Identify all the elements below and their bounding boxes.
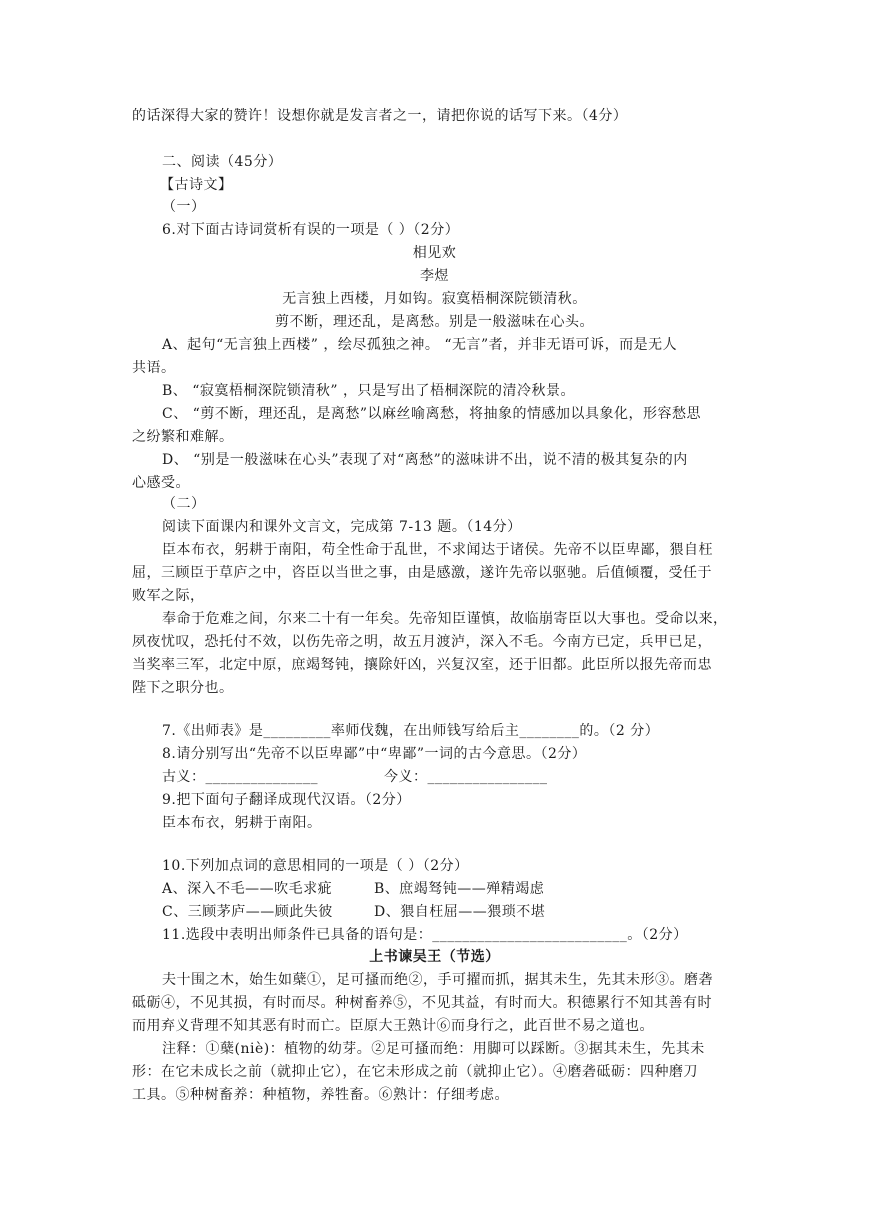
poem-line: 无言独上西楼，月如钩。寂寞梧桐深院锁清秋。 bbox=[282, 291, 587, 307]
passage-line: 夙夜忧叹，恐托付不效，以伤先帝之明，故五月渡泸，深入不毛。今南方已定，兵甲已足， bbox=[132, 634, 712, 650]
part-two-marker: （二） bbox=[162, 496, 206, 512]
passage-line: 臣本布衣，躬耕于南阳，苟全性命于乱世，不求闻达于诸侯。先帝不以臣卑鄙，猥自枉 bbox=[162, 542, 713, 558]
q6-option-c-cont: 之纷繁和难解。 bbox=[132, 429, 234, 445]
question-9: 9.把下面句子翻译成现代汉语。（2分） bbox=[162, 792, 411, 808]
q6-option-b: B、 “寂寞梧桐深院锁清秋” ，只是写出了梧桐深院的清冷秋景。 bbox=[162, 383, 576, 399]
q6-option-a: A、起句“无言独上西楼” ，绘尽孤独之神。 “无言”者，并非无语可诉，而是无人 bbox=[162, 337, 678, 353]
question-8: 8.请分别写出“先帝不以臣卑鄙”中“卑鄙”一词的古今意思。（2分） bbox=[162, 746, 587, 762]
q10-option-d: D、猥自枉屈——猥琐不堪 bbox=[374, 904, 546, 920]
section-heading-reading: 二、阅读（45分） bbox=[162, 154, 283, 170]
q8-modern-meaning: 今义：________________ bbox=[384, 769, 548, 785]
passage-line: 陛下之职分也。 bbox=[132, 680, 234, 696]
poem-author: 李煜 bbox=[420, 268, 449, 284]
passage-line: 屈，三顾臣于草庐之中，咨臣以当世之事，由是感激，遂许先帝以驱驰。后值倾覆，受任于 bbox=[132, 565, 712, 581]
extra-passage-line: 砥砺④，不见其损，有时而尽。种树畜养⑤，不见其益，有时而大。积德累行不知其善有时 bbox=[132, 995, 712, 1011]
q6-option-a-cont: 共语。 bbox=[132, 360, 176, 376]
extra-passage-line: 而用弃义背理不知其恶有时而亡。臣原大王熟计⑥而身行之，此百世不易之道也。 bbox=[132, 1018, 654, 1034]
q6-option-d-cont: 心感受。 bbox=[132, 475, 190, 491]
question-6-stem: 6.对下面古诗词赏析有误的一项是（ ）（2分） bbox=[162, 222, 460, 238]
q6-option-c: C、 “剪不断，理还乱，是离愁”以麻丝喻离愁，将抽象的情感加以具象化，形容愁思 bbox=[162, 406, 701, 422]
intro-continuation: 的话深得大家的赞许！设想你就是发言者之一，请把你说的话写下来。（4分） bbox=[132, 108, 628, 124]
q9-sentence: 臣本布衣，躬耕于南阳。 bbox=[162, 815, 322, 831]
question-10: 10.下列加点词的意思相同的一项是（ ）（2分） bbox=[162, 858, 469, 874]
extra-passage-line: 夫十围之木，始生如蘖①，足可搔而绝②，手可擢而抓，据其未生，先其未形③。磨砻 bbox=[162, 972, 713, 988]
q8-ancient-meaning: 古义：_______________ bbox=[162, 769, 318, 785]
question-11: 11.选段中表明出师条件已具备的语句是：__________________________。（2分） bbox=[162, 927, 688, 943]
part-one-marker: （一） bbox=[162, 199, 206, 215]
q6-option-d: D、 “别是一般滋味在心头”表现了对“离愁”的滋味讲不出，说不清的极其复杂的内 bbox=[162, 452, 688, 468]
passage-line: 奉命于危难之间，尔来二十有一年矣。先帝知臣谨慎，故临崩寄臣以大事也。受命以来， bbox=[162, 611, 728, 627]
q10-option-a: A、深入不毛——吹毛求疵 bbox=[162, 881, 333, 897]
extra-passage-title: 上书谏吴王（节选） bbox=[369, 949, 500, 965]
passage-line: 当奖率三军，北定中原，庶竭驽钝，攘除奸凶，兴复汉室，还于旧都。此臣所以报先帝而忠 bbox=[132, 657, 712, 673]
question-7: 7.《出师表》是_________率师伐魏，在出师钱写给后主________的。（2 分） bbox=[162, 723, 660, 739]
annotation-line: 注释：①蘖(niè)：植物的幼芽。②足可搔而绝：用脚可以踩断。③据其未生，先其未 bbox=[162, 1041, 705, 1057]
poem-line: 剪不断，理还乱，是离愁。别是一般滋味在心头。 bbox=[275, 314, 594, 330]
passage-line: 败军之际， bbox=[132, 588, 205, 604]
poem-title: 相见欢 bbox=[412, 245, 457, 261]
annotation-line: 形：在它未成长之前（就抑止它），在它未形成之前（就抑止它）。④磨砻砥砺：四种磨刀 bbox=[132, 1064, 698, 1080]
part-two-instruction: 阅读下面课内和课外文言文，完成第 7-13 题。（14分） bbox=[162, 519, 522, 535]
q10-option-c: C、三顾茅庐——顾此失彼 bbox=[162, 904, 333, 920]
annotation-line: 工具。⑤种树畜养：种植物，养牲畜。⑥熟计：仔细考虑。 bbox=[132, 1087, 509, 1103]
subsection-heading-ancient: 【古诗文】 bbox=[160, 177, 233, 193]
q10-option-b: B、庶竭驽钝——殚精竭虑 bbox=[374, 881, 545, 897]
